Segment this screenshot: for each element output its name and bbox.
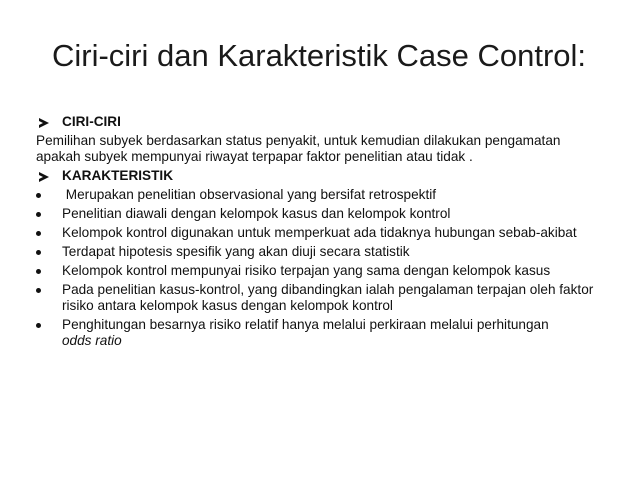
bullet-item (36, 244, 606, 260)
slide-content (36, 114, 606, 352)
section-ciri-text: Pemilihan subyek berdasarkan status penyakit, untuk kemudian dilakukan pengamatan apakah subyek mempunyai riwayat terpapar faktor penelitian atau tidak . (36, 133, 561, 164)
bullet-text: Penelitian diawali dengan kelompok kasus dan kelompok kontrol (62, 206, 451, 221)
bullet-text: Merupakan penelitian observasional yang bersifat retrospektif (62, 187, 437, 202)
section-karakteristik-heading-row (36, 168, 606, 184)
bullet-item (36, 187, 606, 203)
bullet-text: Kelompok kontrol mempunyai risiko terpajan yang sama dengan kelompok kasus (62, 263, 551, 278)
bullet-item (36, 225, 606, 241)
bullet-item (36, 263, 606, 279)
section-heading-karakteristik: KARAKTERISTIK (62, 168, 174, 183)
slide-title: Ciri-ciri dan Karakteristik Case Control: (51, 38, 587, 73)
bullet-text: Pada penelitian kasus-kontrol, yang dibandingkan ialah pengalaman terpajan oleh faktor risiko antara kelompok kasus dengan kelompok kontrol (62, 282, 594, 313)
bullet-text-italic: odds ratio (62, 333, 122, 348)
bullet-item (36, 282, 606, 314)
bullet-item (36, 317, 606, 349)
section-ciri-heading-row (36, 114, 606, 130)
bullet-item (36, 206, 606, 222)
bullet-text: Penghitungan besarnya risiko relatif hanya melalui perkiraan melalui perhitungan (62, 317, 549, 332)
bullet-text: Terdapat hipotesis spesifik yang akan diuji secara statistik (62, 244, 410, 259)
bullet-text: Kelompok kontrol digunakan untuk memperkuat ada tidaknya hubungan sebab-akibat (62, 225, 577, 240)
section-heading-ciri: CIRI-CIRI (62, 114, 121, 129)
